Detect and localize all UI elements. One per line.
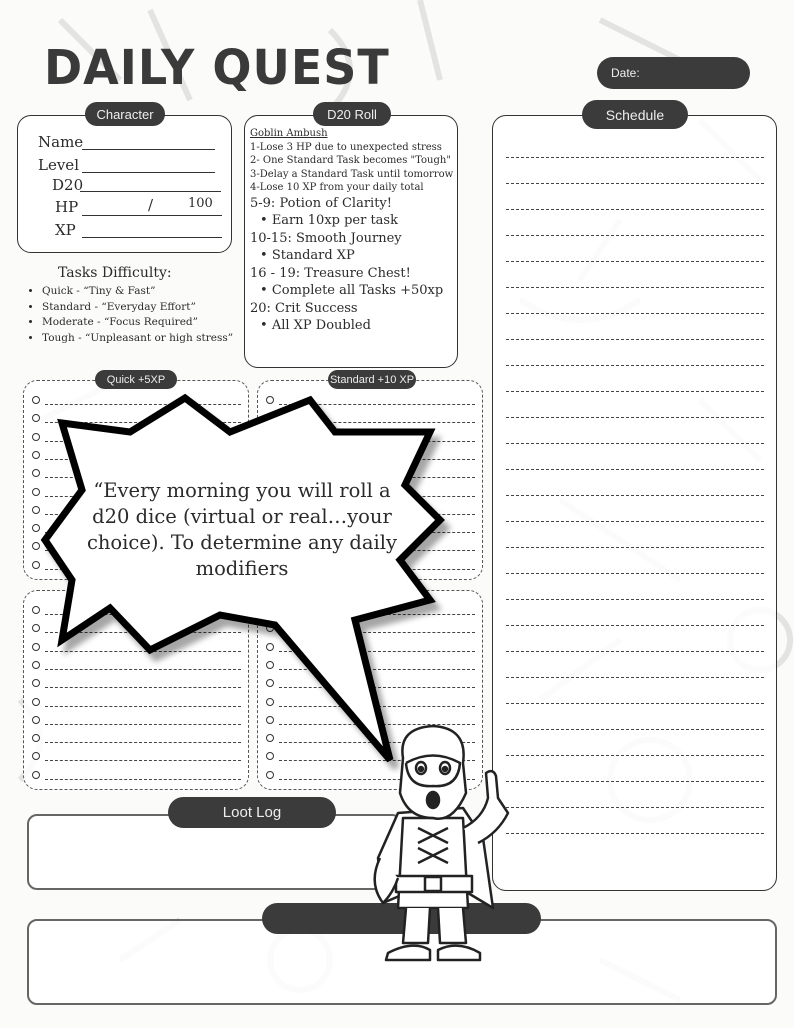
d20-label: D20: [52, 176, 84, 194]
character-label: Character: [85, 102, 165, 126]
hp-max: 100: [188, 196, 213, 211]
page-title: DAILY QUEST: [44, 38, 390, 96]
xp-label: XP: [55, 221, 76, 239]
hp-separator: /: [148, 196, 154, 214]
hp-label: HP: [55, 198, 79, 216]
d20-range-title: 10-15: Smooth Journey: [250, 230, 402, 246]
date-label: Date:: [611, 66, 640, 80]
quick-label: Quick +5XP: [95, 370, 177, 389]
d20-range-bullet: • All XP Doubled: [260, 318, 371, 333]
schedule-label: Schedule: [582, 100, 688, 129]
d20-range-title: 16 - 19: Treasure Chest!: [250, 265, 411, 281]
d20-item: 3-Delay a Standard Task until tomorrow: [250, 168, 454, 180]
bearded-adventurer-illustration: [358, 718, 510, 968]
difficulty-item: • Moderate - “Focus Required”: [42, 315, 238, 331]
d20-item: 1-Lose 3 HP due to unexpected stress: [250, 141, 442, 153]
d20-roll-label: D20 Roll: [313, 102, 391, 126]
name-label: Name: [38, 133, 84, 151]
speech-text: “Every morning you will roll a d20 dice (virtual or real…your choice). To determine any daily modifiers: [86, 479, 398, 580]
difficulty-item: • Tough - “Unpleasant or high stress”: [42, 331, 238, 347]
standard-label: Standard +10 XP: [328, 370, 416, 389]
d20-range-bullet: • Earn 10xp per task: [260, 213, 398, 228]
tasks-difficulty-heading: Tasks Difficulty:: [58, 265, 172, 281]
difficulty-item: • Quick - “Tiny & Fast”: [42, 284, 238, 300]
d20-item: 2- One Standard Task becomes "Tough": [250, 155, 451, 166]
difficulty-item: • Standard - “Everyday Effort”: [42, 300, 238, 316]
d20-range-title: 20: Crit Success: [250, 300, 358, 316]
level-label: Level: [38, 156, 79, 174]
goblin-ambush-heading: Goblin Ambush: [250, 128, 328, 139]
d20-range-title: 5-9: Potion of Clarity!: [250, 195, 392, 211]
d20-range-bullet: • Complete all Tasks +50xp: [260, 283, 444, 298]
loot-log-label: Loot Log: [168, 797, 336, 828]
d20-item: 4-Lose 10 XP from your daily total: [250, 182, 424, 193]
d20-range-bullet: • Standard XP: [260, 248, 355, 263]
